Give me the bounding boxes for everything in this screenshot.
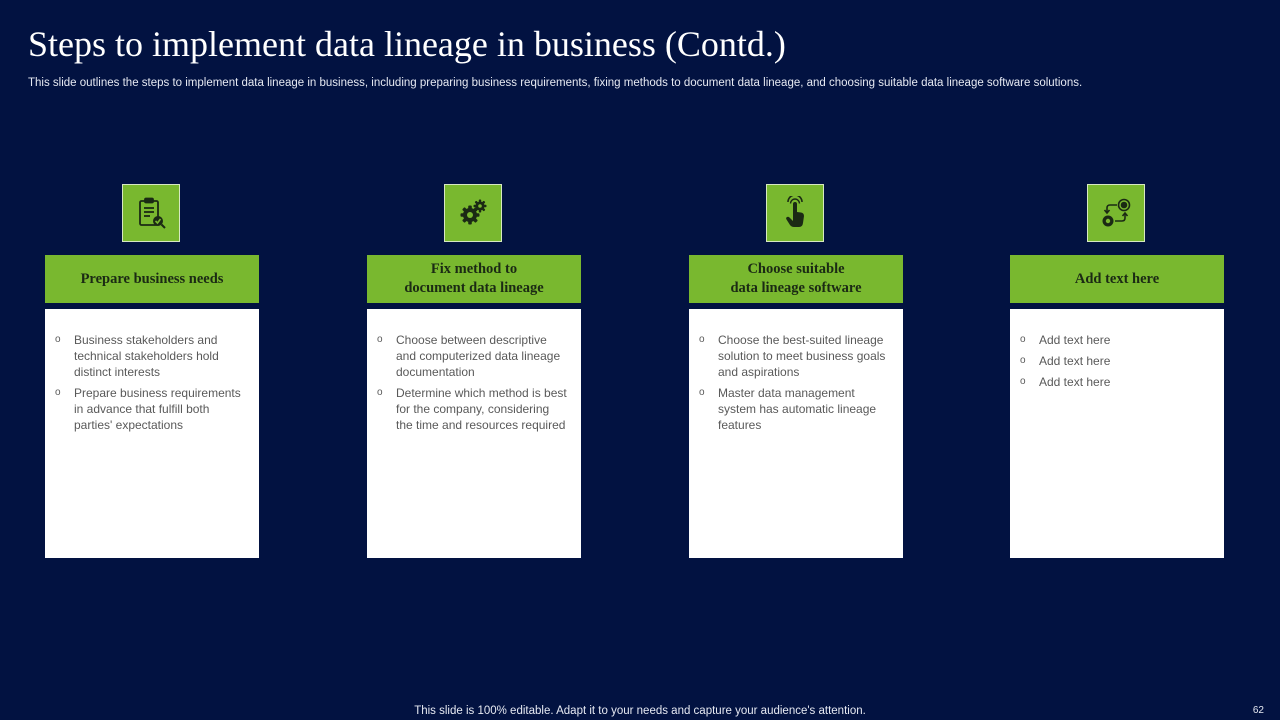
step-1-heading-line1: Prepare business needs	[80, 270, 224, 287]
page-number: 62	[1252, 705, 1264, 716]
list-item: o Add text here	[1020, 374, 1212, 390]
list-item: o Choose between descriptive and computerized data lineage documentation	[377, 332, 569, 380]
step-3-heading-line1: Choose suitable	[747, 261, 845, 277]
step-4-heading	[1010, 255, 1224, 303]
step-3-heading-line2: data lineage software	[730, 280, 862, 296]
list-item: o Add text here	[1020, 353, 1212, 369]
list-item: o Prepare business requirements in advance that fulfill both parties' expectations	[55, 385, 247, 433]
step-3-heading	[689, 255, 903, 303]
step-4-card	[1010, 309, 1224, 558]
list-item: o Determine which method is best for the company, considering the time and resources required	[377, 385, 569, 433]
gears-icon	[444, 184, 502, 242]
list-item: o Add text here	[1020, 332, 1212, 348]
touch-hand-icon	[766, 184, 824, 242]
list-item: o Master data management system has automatic lineage features	[699, 385, 891, 433]
footer-note: This slide is 100% editable. Adapt it to your needs and capture your audience's attention.	[414, 705, 866, 717]
clipboard-check-icon	[122, 184, 180, 242]
step-2-heading-line2: document data lineage	[404, 280, 544, 296]
list-item: o Choose the best-suited lineage solution to meet business goals and aspirations	[699, 332, 891, 380]
step-2-heading-line1: Fix method to	[430, 261, 518, 277]
step-1-card	[45, 309, 259, 558]
step-3-card	[689, 309, 903, 558]
list-item: o Business stakeholders and technical stakeholders hold distinct interests	[55, 332, 247, 380]
step-4-heading-line1: Add text here	[1074, 270, 1160, 287]
step-2-heading	[367, 255, 581, 303]
step-1-heading	[45, 255, 259, 303]
step-2-card	[367, 309, 581, 558]
slide-title: Steps to implement data lineage in business (Contd.)	[28, 24, 786, 64]
slide-subtitle: This slide outlines the steps to implement data lineage in business, including preparing business requirements, fixing methods to document data lineage, and choosing suitable data lineage software solutions.	[28, 77, 1083, 89]
workflow-icon	[1087, 184, 1145, 242]
